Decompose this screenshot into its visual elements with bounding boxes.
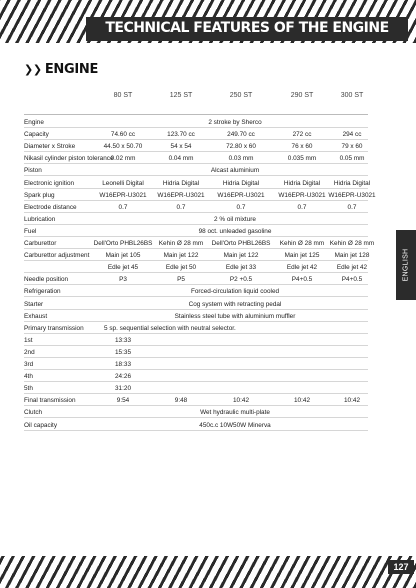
row-label: Engine [24,119,44,126]
table-cell: Kehin Ø 28 mm [279,240,325,247]
table-row [24,309,368,322]
table-row [24,212,368,225]
table-cell: 294 cc [342,131,362,139]
row-label: Carburettor adjustment [24,252,90,260]
table-cell: P2 +0.5 [229,276,253,284]
table-cell: 9:48 [174,397,188,405]
row-label: Starter [24,300,44,308]
table-cell: 0.04 mm [168,155,194,163]
footer-stripe-bar [0,556,416,588]
merged-cell: Cog system with retracting pedal [188,300,282,308]
table-row [24,297,368,310]
table-cell: 15:35 [115,348,131,356]
table-row [24,284,368,297]
table-cell: 0.7 [118,203,128,211]
merged-cell: 5 sp. sequential selection with neutral selector. [104,324,236,332]
table-row [24,321,368,334]
row-label: Clutch [24,409,43,417]
row-label: 2nd [24,348,35,356]
table-row [24,333,368,346]
table-row [24,127,368,140]
table-cell: Edle jet 45 [107,264,139,272]
table-row [24,393,368,406]
table-cell: W16EPR-U3021 [328,191,376,199]
merged-cell: 2 % oil mixture [214,215,256,223]
table-cell: Kehin Ø 28 mm [158,240,204,247]
table-cell: P5 [177,276,185,284]
table-cell: P3 [119,276,127,284]
page-title: TECHNICAL FEATURES OF THE ENGINE [105,20,389,36]
table-row [24,139,368,152]
table-cell: 0.03 mm [228,155,254,163]
header-band [86,17,408,41]
section-heading [24,62,98,77]
table-cell: 0.035 mm [287,155,317,163]
row-label: Needle position [24,276,69,284]
table-cell: Main jet 105 [105,252,141,260]
row-label: Spark plug [24,191,55,199]
row-label: Electronic ignition [24,179,75,187]
section-heading-label: ENGINE [44,62,99,77]
table-cell: 74.60 cc [110,131,136,139]
row-label: 5th [24,385,33,393]
table-cell: W16EPR-U3021 [278,191,326,199]
table-cell: 79 x 60 [341,143,363,151]
table-cell: 54 x 54 [170,143,192,151]
language-side-tab [396,230,416,300]
table-cell: Main jet 122 [223,252,259,260]
table-cell: 0.7 [236,203,246,211]
language-label: ENGLISH [402,248,410,282]
column-header: 290 ST [290,92,314,99]
table-cell: Main jet 128 [334,252,370,260]
column-header: 80 ST [113,92,133,99]
row-label: Carburettor [24,240,57,247]
page-number: 127 [388,560,414,574]
row-label: Oil capacity [24,421,58,429]
column-header: 250 ST [229,92,253,99]
column-header: 300 ST [340,92,364,99]
table-cell: Edle jet 33 [225,264,257,272]
row-label: Piston [24,167,42,175]
table-cell: 72.80 x 60 [226,143,256,151]
column-header: 125 ST [169,92,193,99]
table-row [24,345,368,358]
table-row [24,260,368,273]
table-cell: Edle jet 42 [336,264,368,272]
table-cell: Hidria Digital [283,179,321,187]
table-row [24,272,368,285]
table-row [24,224,368,237]
table-cell: Edle jet 42 [286,264,318,272]
table-cell: W16EPR-U3021 [217,191,265,199]
table-cell: Hidria Digital [333,179,371,187]
table-cell: 123.70 cc [167,131,195,139]
table-cell: P4+0.5 [291,276,313,284]
table-row [24,200,368,213]
table-cell: 31:20 [115,385,131,393]
merged-cell: Forced-circulation liquid cooled [190,288,280,296]
merged-cell: Stainless steel tube with aluminium muffler [174,312,296,320]
table-row [24,151,368,164]
table-cell: 0.7 [176,203,186,211]
table-cell: 0.7 [297,203,307,211]
row-label: Capacity [24,131,49,139]
table-row [24,176,371,189]
table-cell: 44.50 x 50.70 [103,143,143,151]
table-row [24,369,368,382]
table-row [24,188,376,201]
table-row [24,115,368,128]
merged-cell: 450c.c 10W50W Minerva [199,421,271,429]
table-row [24,236,375,249]
table-cell: Leonelli Digital [102,179,144,187]
table-cell: Hidria Digital [162,179,200,187]
row-label: 3rd [24,361,34,368]
table-row [24,405,368,418]
table-row [24,163,368,176]
row-label: Refrigeration [24,288,61,296]
row-label: Electrode distance [24,203,77,211]
table-cell: 0.02 mm [110,155,136,163]
table-cell: 249.70 cc [227,131,255,139]
table-cell: Dell'Orto PHBL26BS [93,240,153,247]
table-cell: 10:42 [294,397,310,405]
table-cell: 10:42 [233,397,249,405]
table-cell: Hidria Digital [222,179,260,187]
table-cell: 0.05 mm [339,155,365,163]
row-label: Lubrication [24,215,56,223]
merged-cell: 98 oct. unleaded gasoline [198,227,272,235]
header-stripe-bar [0,0,416,43]
table-cell: 24:26 [115,373,131,381]
merged-cell: Wet hydraulic multi-plate [200,409,270,417]
table-cell: Dell'Orto PHBL26BS [211,240,271,247]
table-cell: 13:33 [115,336,131,344]
table-cell: Kehin Ø 28 mm [329,240,375,247]
table-cell: P4+0.5 [341,276,363,284]
table-cell: W16EPR-U3021 [99,191,147,199]
row-label: Nikasil cylinder piston tolerance [24,155,114,163]
row-label: Primary transmission [24,324,84,332]
merged-cell: Alcast aluminium [210,167,260,175]
row-label: Fuel [24,227,37,235]
table-row [24,357,368,370]
row-label: 4th [24,373,33,381]
table-cell: 272 cc [292,131,312,139]
table-cell: 76 x 60 [291,143,313,151]
table-cell: W16EPR-U3021 [157,191,205,199]
row-label: Final transmission [24,397,76,405]
row-label: Diameter x Stroke [24,143,76,151]
double-chevron-icon: ❯❯ [24,63,42,76]
table-cell: 10:42 [344,397,360,405]
merged-cell: 2 stroke by Sherco [208,119,262,126]
row-label: Exhaust [24,312,48,320]
table-row [24,248,368,261]
table-cell: 0.7 [347,203,357,211]
table-cell: 9:54 [116,397,130,405]
table-row [24,381,368,394]
table-cell: Main jet 122 [163,252,199,260]
table-cell: 18:33 [115,361,131,368]
table-cell: Main jet 125 [284,252,320,260]
table-row [24,418,368,431]
table-cell: Edle jet 50 [165,264,197,272]
row-label: 1st [24,336,33,344]
